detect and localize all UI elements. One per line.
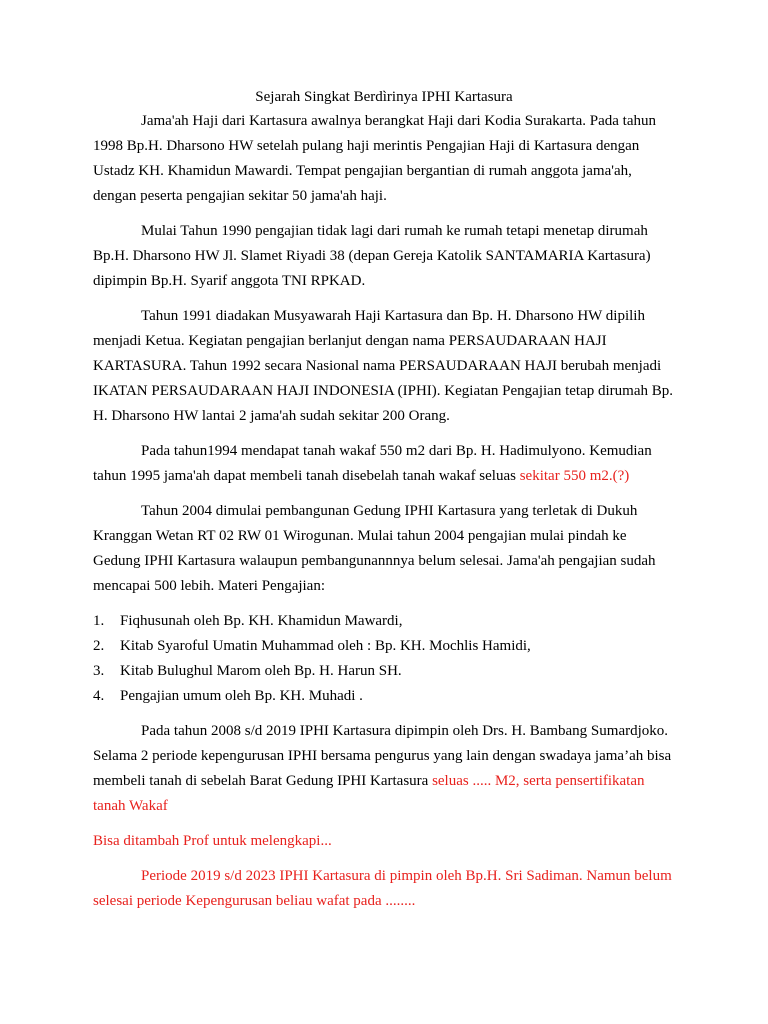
- list-item-number: 4.: [93, 688, 105, 704]
- document-body: [93, 87, 675, 924]
- paragraph-1991: Tahun 1991 diadakan Musyawarah Haji Kartasura dan Bp. H. Dharsono HW dipilih menjadi Ketua. Kegiatan pengajian berlanjut dengan nama PERSAUDARAAN HAJI KARTASURA. Tahun 1992 secara Nasional nama PERSAUDARAAN HAJI berubah menjadi IKATAN PERSAUDARAAN HAJI INDONESIA (IPHI). Kegiatan Pengajian tetap dirumah Bp. H. Dharsono HW lantai 2 jama'ah sudah sekitar 200 Orang.: [93, 308, 673, 424]
- paragraph-1994-text: Pada tahun1994 mendapat tanah wakaf 550 m2 dari Bp. H. Hadimulyono. Kemudian tahun 1995 jama'ah dapat membeli tanah disebelah tanah wakaf seluas: [93, 443, 652, 484]
- paragraph-1990: Mulai Tahun 1990 pengajian tidak lagi dari rumah ke rumah tetapi menetap dirumah Bp.H. Dharsono HW Jl. Slamet Riyadi 38 (depan Gereja Katolik SANTAMARIA Kartasura) dipimpin Bp.H. Syarif anggota TNI RPKAD.: [93, 223, 651, 289]
- list-item: [93, 684, 675, 709]
- list-item-number: 1.: [93, 613, 105, 629]
- list-item-text: Pengajian umum oleh Bp. KH. Muhadi .: [120, 688, 363, 704]
- list-item-text: Kitab Bulughul Marom oleh Bp. H. Harun SH.: [120, 663, 402, 679]
- paragraph-1994-note: sekitar 550 m2.(?): [519, 468, 630, 484]
- list-item: [93, 659, 675, 684]
- list-item: [93, 609, 675, 634]
- paragraph-origins: Jama'ah Haji dari Kartasura awalnya berangkat Haji dari Kodia Surakarta. Pada tahun 1998 Bp.H. Dharsono HW setelah pulang haji merintis Pengajian Haji di Kartasura dengan Ustadz KH. Khamidun Mawardi. Tempat pengajian bergantian di rumah anggota jama'ah, dengan peserta pengajian sekitar 50 jama'ah haji.: [93, 113, 656, 204]
- materi-list: [93, 609, 675, 709]
- paragraph-2008-text: Pada tahun 2008 s/d 2019 IPHI Kartasura dipimpin oleh Drs. H. Bambang Sumardjoko. Selama 2 periode kepengurusan IPHI bersama pengurus yang lain dengan swadaya jama’ah bisa membeli tanah di sebelah Barat Gedung IPHI Kartasura: [93, 723, 672, 789]
- paragraph-2008: [93, 719, 675, 819]
- paragraph-2008-note: seluas ..... M2, serta pensertifikatan tanah Wakaf: [93, 773, 645, 814]
- editor-note: Bisa ditambah Prof untuk melengkapi...: [93, 833, 332, 849]
- document-title: Sejarah Singkat Berdìrinya IPHI Kartasura: [255, 89, 513, 105]
- paragraph-2019: Periode 2019 s/d 2023 IPHI Kartasura di pimpin oleh Bp.H. Sri Sadiman. Namun belum selesai periode Kepengurusan beliau wafat pada ........: [93, 868, 672, 909]
- list-item: [93, 634, 675, 659]
- list-item-number: 3.: [93, 663, 105, 679]
- paragraph-1994: [93, 439, 675, 489]
- list-item-text: Fiqhusunah oleh Bp. KH. Khamidun Mawardi,: [120, 613, 403, 629]
- list-item-number: 2.: [93, 638, 105, 654]
- list-item-text: Kitab Syaroful Umatin Muhammad oleh : Bp. KH. Mochlis Hamidi,: [120, 638, 531, 654]
- paragraph-2004: Tahun 2004 dimulai pembangunan Gedung IPHI Kartasura yang terletak di Dukuh Kranggan Wetan RT 02 RW 01 Wirogunan. Mulai tahun 2004 pengajian mulai pindah ke Gedung IPHI Kartasura walaupun pembangunannnya belum selesai. Jama'ah pengajian sudah mencapai 500 lebih. Materi Pengajian:: [93, 503, 656, 594]
